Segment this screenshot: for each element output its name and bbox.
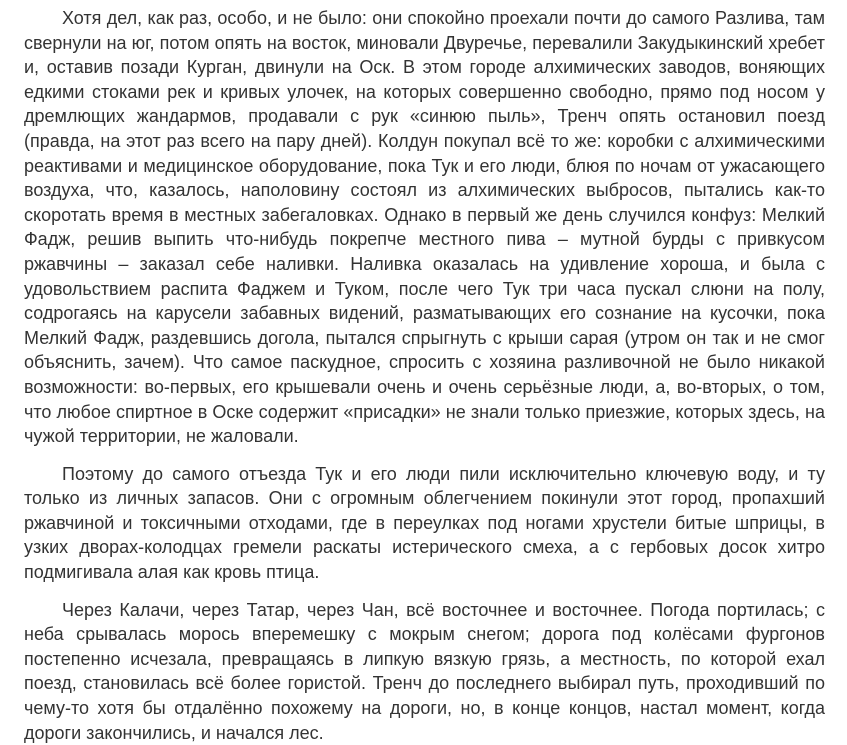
paragraph-2: Поэтому до самого отъезда Тук и его люди пили исключительно ключевую воду, и ту только из личных запасов. Они с огромным облегчением покинули этот город, пропахший ржавчиной и токсичными отходами, где в переулках под ногами хрустели битые шприцы, в узких дворах-колодцах гремели раскаты истерического смеха, а с гербовых досок хитро подмигивала алая как кровь птица. — [24, 463, 825, 583]
paragraph-3: Через Калачи, через Татар, через Чан, всё восточнее и восточнее. Погода портилась; с неба срывалась морось вперемешку с мокрым снегом; дорога под колёсами фургонов постепенно исчезала, превращаясь в липкую вязкую грязь, а местность, по которой ехал поезд, становилась всё более гористой. Тренч до последнего выбирал путь, проходивший по чему-то хотя бы отдалённо похожему на дороги, но, в конце концов, настал момент, когда дороги закончились, и начался лес. — [24, 599, 825, 743]
paragraph-1: Хотя дел, как раз, особо, и не было: они спокойно проехали почти до самого Разлива, там свернули на юг, потом опять на восток, миновали Двуречье, перевалили Закудыкинский хребет и, оставив позади Курган, двинули на Оск. В этом городе алхимических заводов, воняющих едкими стоками рек и кривых улочек, на которых совершенно свободно, прямо под носом у дремлющих жандармов, продавали с рук «синюю пыль», Тренч опять остановил поезд (правда, на этот раз всего на пару дней). Колдун покупал всё то же: коробки с алхимическими реактивами и медицинское оборудование, пока Тук и его люди, блюя по ночам от ужасающего воздуха, что, казалось, наполовину состоял из алхимических выбросов, пытались как-то скоротать время в местных забегаловках. Однако в первый же день случился конфуз: Мелкий Фадж, решив выпить что-нибудь покрепче местного пива – мутной бурды с привкусом ржавчины – заказал себе наливки. Наливка оказалась на удивление хороша, и была с удовольствием распита Фаджем и Туком, после чего Тук три часа пускал слюни на полу, содрогаясь на карусели забавных видений, разматывающих его сознание на кусочки, пока Мелкий Фадж, раздевшись догола, пытался спрыгнуть с крыши сарая (утром он так и не смог объяснить, зачем). Что самое паскудное, спросить с хозяина разливочной не было никакой возможности: во-первых, его крышевали очень и очень серьёзные люди, а, во-вторых, о том, что любое спиртное в Оске содержит «присадки» не знали только приезжие, которых здесь, на чужой территории, не жаловали. — [24, 8, 825, 447]
